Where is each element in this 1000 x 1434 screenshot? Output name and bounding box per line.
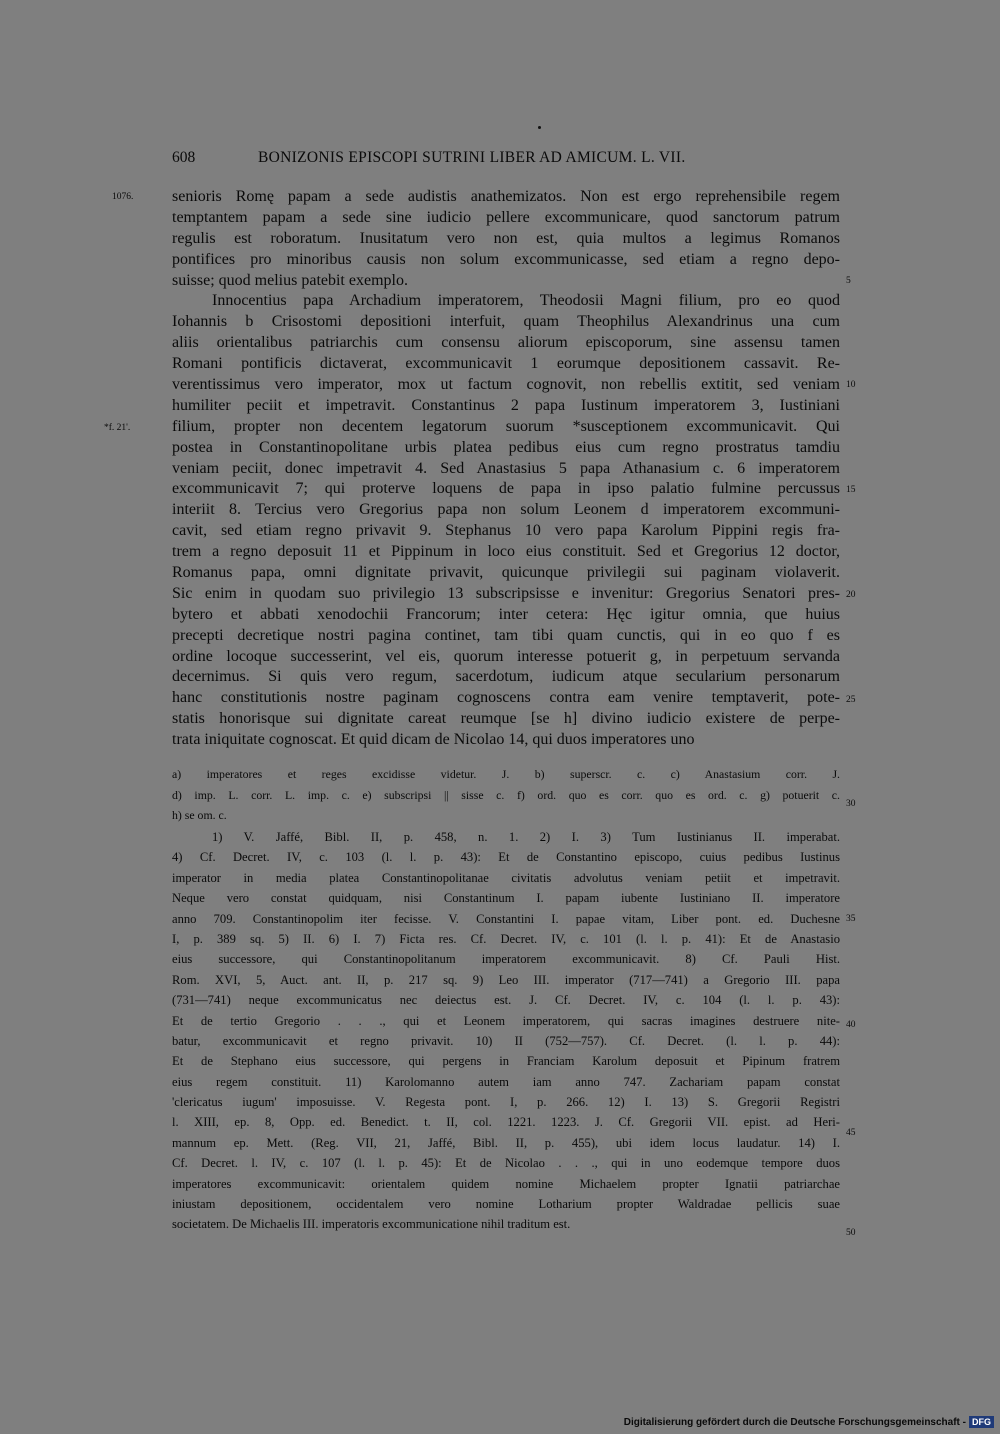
footnote-line: eius regem constituit. 11) Karolomanno autem iam anno 747. Zachariam papam constat (172, 1074, 840, 1089)
text-line: trata iniquitate cognoscat. Et quid dicam de Nicolao 14, qui duos imperatores uno (172, 731, 695, 749)
footnote-line: (731—741) neque excommunicatus nec deiectus est. J. Cf. Decret. IV, c. 104 (l. l. p. 43): (172, 993, 840, 1008)
text-line: postea in Constantinopolitane urbis platea pedibus eius cum regno prostratus tamdiu (172, 438, 840, 456)
page-number: 608 (172, 149, 196, 166)
text-line: filium, propter non decentem legatorum suorum *susceptionem excommunicavit. Qui (172, 417, 840, 435)
footnote-line: Neque vero constat quidquam, nisi Constantinum I. papam iubente Iustiniano II. imperatore (172, 891, 840, 906)
footnote-line: eius successore, qui Constantinopolitanum imperatorem excommunicavit. 8) Cf. Pauli Hist. (172, 952, 840, 967)
margin-folio: *f. 21'. (104, 423, 131, 433)
text-line: ordine locoque successerint, vel eis, quorum interesse potuerit g, in perpetuum servanda (172, 647, 840, 665)
footnote-line: societatem. De Michaelis III. imperatoris excommunicatione nihil traditum est. (172, 1217, 571, 1232)
running-title: BONIZONIS EPISCOPI SUTRINI LIBER AD AMICUM. L. VII. (258, 149, 686, 166)
text-line: Romani pontificis dictaverat, excommunicavit 1 eorumque depositionem cassavit. Re- (172, 355, 840, 373)
variant-line: h) se om. c. (172, 808, 227, 822)
line-number: 30 (846, 799, 856, 809)
footnote-line: imperator in media platea Constantinopolitanae civitatis advolutus veniam petiit et impetravit. (172, 870, 840, 885)
line-number: 25 (846, 695, 856, 705)
footer-credit (624, 1416, 994, 1428)
line-number: 50 (846, 1228, 856, 1238)
footer-credit-text: Digitalisierung gefördert durch die Deutsche Forschungsgemeinschaft - (623, 1416, 966, 1428)
line-number: 40 (846, 1020, 856, 1030)
footnote-line: Et de Stephano eius successore, qui pergens in Franciam Karolum deposuit et Pipinum fratrem (172, 1054, 840, 1069)
footnote-line: mannum ep. Mett. (Reg. VII, 21, Jaffé, Bibl. II, p. 455), ubi idem locus laudatur. 14) I. (172, 1135, 840, 1150)
textual-variants (172, 764, 840, 826)
text-line: decernimus. Si quis vero regum, sacerdotum, iudicum atque secularium personarum (172, 668, 840, 686)
variant-line: d) imp. L. corr. L. imp. c. e) subscripsi || sisse c. f) ord. quo es corr. quo es ord. c. g) potuerit c. (172, 787, 840, 802)
text-line: aliis orientalibus patriarchis cum consensu aliorum episcoporum, sine assensu tamen (172, 334, 840, 352)
line-number: 20 (846, 590, 856, 600)
footnote-line: 1) V. Jaffé, Bibl. II, p. 458, n. 1. 2) I. 3) Tum Iustinianus II. imperabat. (212, 830, 840, 844)
footnotes (172, 827, 840, 1235)
text-line: cavit, sed etiam regno privavit 9. Stephanus 10 vero papa Karolum Pippini regis fra- (172, 522, 840, 540)
text-line: verentissimus vero imperator, mox ut factum cognovit, non rebellis extitit, sed veniam (172, 376, 840, 394)
footnote-line: anno 709. Constantinopolim iter fecisse. V. Constantini I. papae vitam, Liber pont. ed. Duchesne (172, 911, 840, 926)
footnote-line: 'clericatus iugum' imposuisse. V. Regesta pont. I, p. 266. 12) I. 13) S. Gregorii Registri (172, 1095, 840, 1110)
text-line: bytero et abbati xenodochii Francorum; inter cetera: Hęc igitur omnia, que huius (172, 605, 840, 623)
text-line: veniam peciit, donec impetravit 4. Sed Anastasius 5 papa Athanasium c. 6 imperatorem (172, 459, 840, 477)
footnote-line: batur, excommunicavit et regno privavit. 10) II (752—757). Cf. Decret. (l. l. p. 44): (172, 1033, 840, 1048)
text-line: excommunicavit 7; qui proterve loquens de papa in ipso palatio fulmine percussus (172, 480, 840, 498)
line-number: 15 (846, 485, 856, 495)
text-line: suisse; quod melius patebit exemplo. (172, 271, 408, 289)
footnote-line: Cf. Decret. l. IV, c. 107 (l. l. p. 45): Et de Nicolao . . ., qui in uno eodemque tempore duos (172, 1156, 840, 1171)
footnote-line: Rom. XVI, 5, Auct. ant. II, p. 217 sq. 9) Leo III. imperator (717—741) a Gregorio III. papa (172, 972, 840, 987)
text-line: senioris Romę papam a sede audistis anathemizatos. Non est ergo reprehensibile regem (172, 188, 840, 205)
text-line: statis honorisque sui dignitate careat reumque [se h] divino iudicio existere de perpe- (172, 710, 840, 728)
text-line: Sic enim in quodam suo privilegio 13 subscripsisse e invenitur: Gregorius Senatori pres- (172, 584, 840, 602)
text-line: precepti decretique nostri pagina continet, tam tibi quam cunctis, qui in eo quo f es (172, 626, 840, 644)
footnote-line: 4) Cf. Decret. IV, c. 103 (l. l. p. 43): Et de Constantino episcopo, cuius pedibus Iustinus (172, 850, 840, 865)
text-line: pontifices pro minoribus causis non solum excommunicasse, sed etiam a regno depo- (172, 250, 840, 268)
text-line: hanc constitutionis nostre paginam cognoscens contra eam venire temptaverit, pote- (172, 689, 840, 707)
text-line: Romanus papa, omni dignitate privavit, quicunque privilegii sui paginam violaverit. (172, 564, 840, 582)
margin-year: 1076. (112, 192, 134, 202)
footnote-line: I, p. 389 sq. 5) II. 6) I. 7) Ficta res. Cf. Decret. IV, c. 101 (l. l. p. 41): Et de Anastasio (172, 931, 840, 946)
footnote-line: imperatores excommunicavit: orientalem quidem nomine Michaelem propter Ignatii patriarchae (172, 1176, 840, 1191)
text-line: humiliter peciit et impetravit. Constantinus 2 papa Iustinum imperatorem 3, Iustiniani (172, 396, 840, 414)
text-line: Innocentius papa Archadium imperatorem, Theodosii Magni filium, pro eo quod (212, 292, 840, 310)
footnote-line: l. XIII, ep. 8, Opp. ed. Benedict. t. II, col. 1221. 1223. J. Cf. Gregorii VII. epist. ad Heri- (172, 1115, 840, 1130)
line-number: 45 (846, 1128, 856, 1138)
variant-line: a) imperatores et reges excidisse videtur. J. b) superscr. c. c) Anastasium corr. J. (172, 767, 840, 781)
text-line: interiit 8. Tercius vero Gregorius papa non solum Leonem d imperatorem excommuni- (172, 501, 840, 519)
text-line: Iohannis b Crisostomi depositioni interfuit, quam Theophilus Alexandrinus una cum (172, 313, 840, 331)
footnote-line: iniustam depositionem, occidentalem vero nomine Lotharium propter Waldradae pellicis suae (172, 1197, 840, 1212)
scan-speck (538, 126, 541, 129)
footnote-line: Et de tertio Gregorio . . ., qui et Leonem imperatorem, qui sacras imagines destruere nite- (172, 1013, 840, 1028)
dfg-logo: DFG (969, 1416, 994, 1428)
main-text (172, 187, 840, 751)
line-number: 10 (846, 380, 856, 390)
text-line: trem a regno deposuit 11 et Pippinum in loco eius constituit. Sed et Gregorius 12 doctor, (172, 543, 840, 561)
text-line: regulis est roboratum. Inusitatum vero non est, quia multos a legimus Romanos (172, 229, 840, 247)
text-line: temptantem papam a sede sine iudicio pellere excommunicare, quod sanctorum patrum (172, 208, 840, 226)
line-number: 35 (846, 914, 856, 924)
page-header (172, 149, 840, 173)
line-number: 5 (846, 276, 851, 286)
